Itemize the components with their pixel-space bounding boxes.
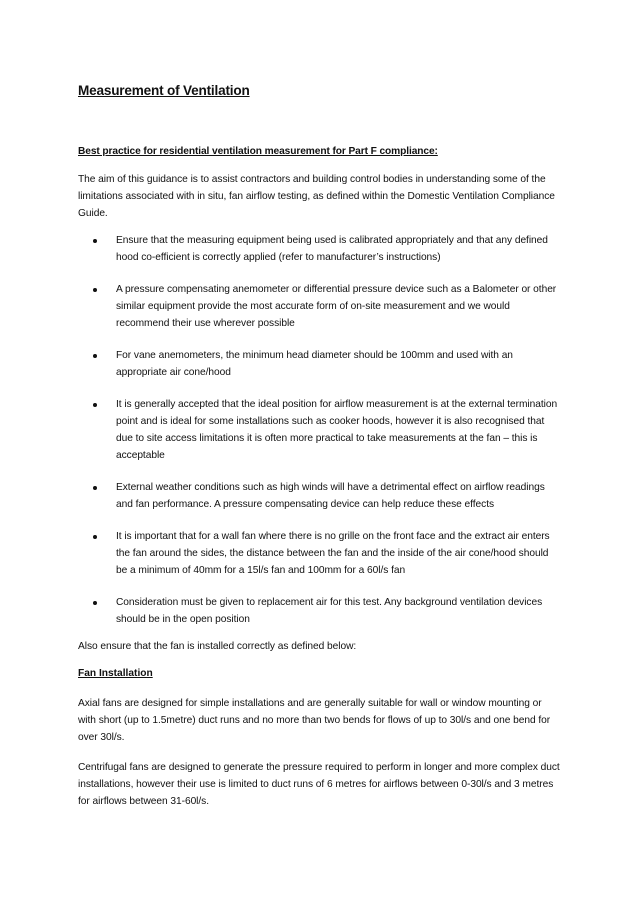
section-heading: Best practice for residential ventilation measurement for Part F compliance:	[78, 146, 438, 157]
bullet-item-vane-anemometers	[78, 347, 562, 381]
bullet-text: It is important that for a wall fan where there is no grille on the front face and the extract air enters the fan around the sides, the distance between the fan and the inside of the air cone/hood should be a minimum of 40mm for a 15l/s fan and 100mm for a 60l/s fan	[116, 530, 550, 577]
bullet-item-weather-conditions	[78, 479, 562, 513]
bullet-text: For vane anemometers, the minimum head diameter should be 100mm and used with an appropriate air cone/hood	[116, 349, 513, 378]
intro-paragraph: The aim of this guidance is to assist contractors and building control bodies in understanding some of the limitations associated with in situ, fan airflow testing, as defined within the Domestic Ventilation Compliance Guide.	[78, 174, 555, 220]
bullet-text: Ensure that the measuring equipment being used is calibrated appropriately and that any defined hood co-efficient is correctly applied (refer to manufacturer’s instructions)	[116, 234, 548, 263]
bullet-text: Consideration must be given to replacement air for this test. Any background ventilation devices should be in the open position	[116, 596, 543, 626]
bullet-text: A pressure compensating anemometer or differential pressure device such as a Balometer or other similar equipment provide the most accurate form of on-site measurement and we would recommend their use wherever possible	[116, 283, 557, 329]
bullet-dot-icon	[93, 288, 97, 292]
document-title: Measurement of Ventilation	[78, 83, 250, 98]
guidance-bullet-list	[78, 232, 562, 629]
bullet-text: It is generally accepted that the ideal position for airflow measurement is at the external termination point and is ideal for some installations such as cooker hoods, however it is also recognised that due to site access limitations it is often more practical to take measurements at the fan – this is acceptable	[116, 398, 558, 462]
bullet-dot-icon	[93, 354, 97, 358]
bullet-dot-icon	[93, 535, 97, 539]
bullet-item-calibration	[78, 232, 562, 266]
axial-fans-paragraph: Axial fans are designed for simple installations and are generally suitable for wall or window mounting or with short (up to 1.5metre) duct runs and no more than two bends for flows of up to 30l/s and one bend for over 30l/s.	[78, 697, 551, 744]
bullet-item-measurement-position	[78, 396, 562, 465]
bullet-dot-icon	[93, 601, 97, 605]
bullet-item-wall-fan-distance	[78, 528, 562, 580]
also-ensure-paragraph: Also ensure that the fan is installed correctly as defined below:	[78, 640, 357, 652]
bullet-dot-icon	[93, 239, 97, 243]
bullet-item-pressure-device	[78, 281, 562, 333]
bullet-dot-icon	[93, 486, 97, 490]
bullet-dot-icon	[93, 403, 97, 407]
fan-installation-heading: Fan Installation	[78, 667, 153, 679]
centrifugal-fans-paragraph: Centrifugal fans are designed to generate the pressure required to perform in longer and more complex duct installations, however their use is limited to duct runs of 6 metres for airflows between 0-30l/s and 3 metres for airflows between 31-60l/s.	[78, 761, 560, 807]
bullet-text: External weather conditions such as high winds will have a detrimental effect on airflow readings and fan performance. A pressure compensating device can help reduce these effects	[116, 481, 545, 511]
bullet-item-replacement-air	[78, 594, 562, 628]
